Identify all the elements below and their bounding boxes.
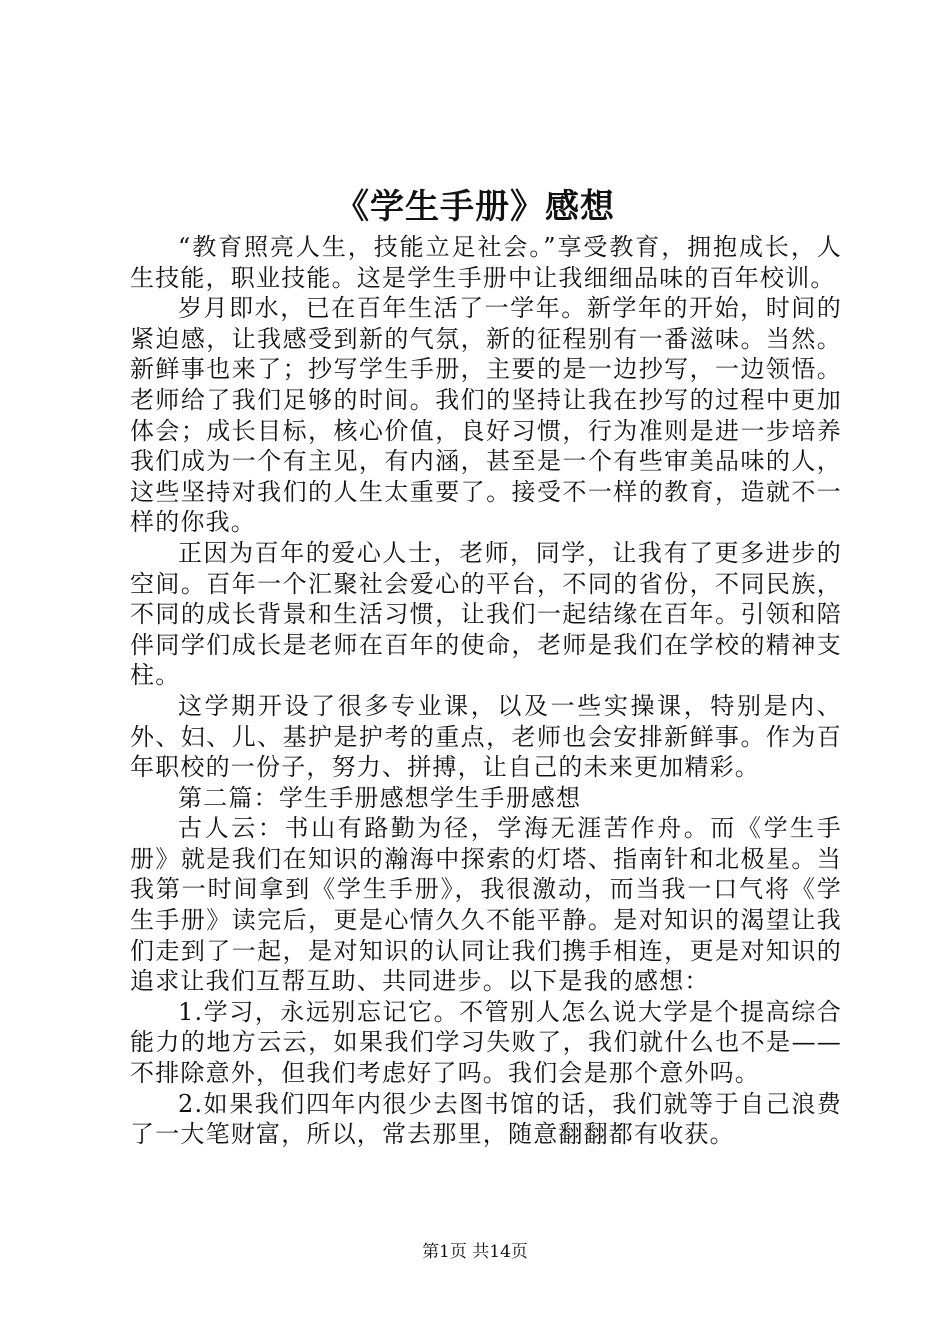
paragraph-school-motto: “教育照亮人生，技能立足社会。”享受教育，拥抱成长，人生技能，职业技能。这是学生手册中让我细细品味的百年校训。 [130,233,842,292]
paragraph-ancient-saying: 古人云：书山有路勤为径，学海无涯苦作舟。而《学生手册》就是我们在知识的瀚海中探索的灯塔、指南针和北极星。当我第一时间拿到《学生手册》，我很激动，而当我一口气将《学生手册》读完后，更是心情久久不能平静。是对知识的渴望让我们走到了一起，是对知识的认同让我们携手相连，更是对知识的追求让我们互帮互助、共同进步。以下是我的感想： [130,814,842,996]
paragraph-courses: 这学期开设了很多专业课，以及一些实操课，特别是内、外、妇、儿、基护是护考的重点，老师也会安排新鲜事。作为百年职校的一份子，努力、拼搏，让自己的未来更加精彩。 [130,691,842,782]
document-title: 《学生手册》感想 [335,187,615,227]
paragraph-teachers-classmates: 正因为百年的爱心人士，老师，同学，让我有了更多进步的空间。百年一个汇聚社会爱心的平台，不同的省份，不同民族，不同的成长背景和生活习惯，让我们一起结缘在百年。引领和陪伴同学们成长是老师在百年的使命，老师是我们在学校的精神支柱。 [130,538,842,690]
page-number-footer: 第1页 共14页 [422,1242,528,1262]
section-heading-part-two: 第二篇：学生手册感想学生手册感想 [178,783,582,812]
list-item-1: 1.学习，永远别忘记它。不管别人怎么说大学是个提高综合能力的地方云云，如果我们学习失败了，我们就什么也不是——不排除意外，但我们考虑好了吗。我们会是那个意外吗。 [130,997,842,1088]
document-body [130,232,842,1150]
list-item-2: 2.如果我们四年内很少去图书馆的话，我们就等于自己浪费了一大笔财富，所以，常去那里，随意翻翻都有收获。 [130,1089,842,1149]
paragraph-first-year: 岁月即水，已在百年生活了一学年。新学年的开始，时间的紧迫感，让我感受到新的气氛，新的征程别有一番滋味。当然。新鲜事也来了；抄写学生手册，主要的是一边抄写，一边领悟。老师给了我们足够的时间。我们的坚持让我在抄写的过程中更加体会；成长目标，核心价值，良好习惯，行为准则是进一步培养我们成为一个有主见，有内涵，甚至是一个有些审美品味的人，这些坚持对我们的人生太重要了。接受不一样的教育，造就不一样的你我。 [130,294,842,537]
